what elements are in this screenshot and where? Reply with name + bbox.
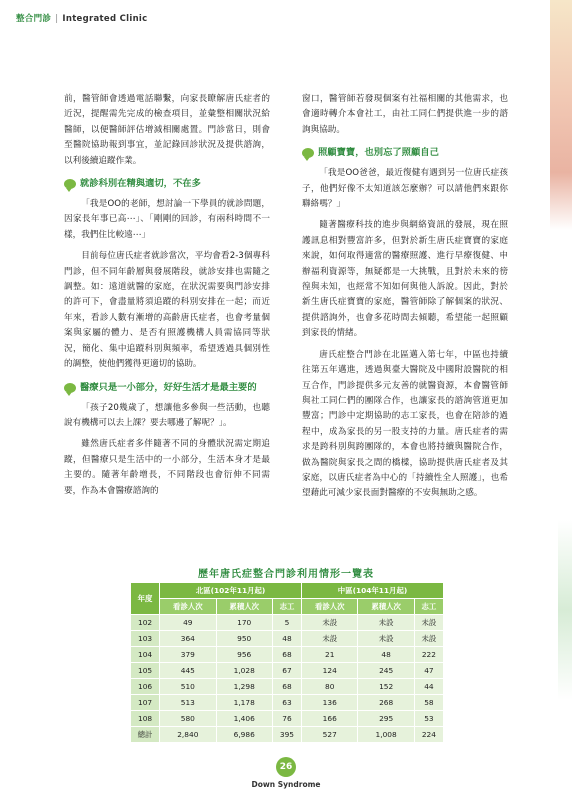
table-cell: 68 bbox=[272, 679, 301, 695]
column-header: 看診人次 bbox=[160, 599, 216, 615]
table-cell: 166 bbox=[302, 711, 358, 727]
table-title: 歷年唐氏症整合門診利用情形一覽表 bbox=[198, 569, 374, 580]
year-cell: 108 bbox=[131, 711, 160, 727]
left-column bbox=[64, 92, 270, 505]
table-cell: 63 bbox=[272, 695, 301, 711]
table-row bbox=[131, 695, 444, 711]
table-cell: 513 bbox=[160, 695, 216, 711]
footer-publication-name: Down Syndrome bbox=[251, 780, 321, 789]
table-cell: 956 bbox=[216, 647, 272, 663]
year-cell: 總計 bbox=[131, 727, 160, 743]
table-cell: 未設 bbox=[302, 615, 358, 631]
year-cell: 102 bbox=[131, 615, 160, 631]
table-row bbox=[131, 711, 444, 727]
table-row bbox=[131, 631, 444, 647]
right-column bbox=[302, 92, 508, 508]
table-cell: 1,028 bbox=[216, 663, 272, 679]
table-row bbox=[131, 663, 444, 679]
header-separator: | bbox=[55, 14, 59, 24]
table-cell: 395 bbox=[272, 727, 301, 743]
speech-bubble-icon bbox=[302, 148, 314, 158]
table-row bbox=[131, 679, 444, 695]
table-cell: 80 bbox=[302, 679, 358, 695]
table-cell: 224 bbox=[414, 727, 443, 743]
table-cell: 67 bbox=[272, 663, 301, 679]
page-number: 26 bbox=[276, 757, 296, 777]
table-cell: 364 bbox=[160, 631, 216, 647]
table-cell: 47 bbox=[414, 663, 443, 679]
table-cell: 136 bbox=[302, 695, 358, 711]
column-header: 累積人次 bbox=[358, 599, 414, 615]
north-region-header: 北區(102年11月起) bbox=[160, 583, 302, 599]
table-cell: 48 bbox=[358, 647, 414, 663]
speech-bubble-icon bbox=[64, 179, 76, 189]
year-cell: 104 bbox=[131, 647, 160, 663]
table-body bbox=[131, 615, 444, 743]
decorative-side-image-lower bbox=[558, 520, 572, 700]
table-cell: 295 bbox=[358, 711, 414, 727]
paragraph: 隨著醫療科技的進步與網絡資訊的發展，現在照護訊息相對豐富許多，但對於新生唐氏症寶寶的家庭來說，如何取得適當的醫療照護、進行早療復健、申辦福利資源等，無疑都是一大挑戰，且對於未來的徬徨與未知，也經常不知如何與他人訴說。因此，對於新生唐氏症寶寶的家庭，醫管師除了解個案的狀況、提供諮詢外，也會多花時間去傾聽，希望能一起照顧到家長的情緒。 bbox=[302, 220, 508, 339]
table-cell: 152 bbox=[358, 679, 414, 695]
decorative-side-image bbox=[550, 0, 572, 230]
quote-paragraph: 「我是OO的老師，想討論一下學員的就診問題，因家長年事已高⋯」、「剛剛的回診，有兩科時間不一樣，我們住比較遠⋯」 bbox=[64, 199, 270, 240]
table-cell: 未設 bbox=[302, 631, 358, 647]
quote-paragraph: 「孩子20幾歲了，想讓他多參與一些活動，也聽說有機構可以去上課？要去哪邊了解呢？」。 bbox=[64, 402, 270, 428]
year-cell: 107 bbox=[131, 695, 160, 711]
section-title-en: Integrated Clinic bbox=[62, 14, 148, 24]
table-cell: 1,406 bbox=[216, 711, 272, 727]
quote-paragraph: 「我是OO爸爸，最近復健有遇到另一位唐氏症孩子，他們好像不太知道該怎麼辦？可以請他們來跟你聯絡嗎？」 bbox=[302, 168, 508, 210]
table-cell: 53 bbox=[414, 711, 443, 727]
paragraph: 目前每位唐氏症者就診當次，平均會看2-3個專科門診，但不同年齡層與發展階段，就診安排也需隨之調整。如：遠道就醫的家庭，在狀況需要與門診安排的許可下，會盡量將須追蹤的科別安排在一起；而近年來，看診人數有漸增的高齡唐氏症者，也會考量個案與家屬的體力、是否有照護機構人員需協同等狀況，簡化、集中追蹤科別與頻率，希望透過具個別性的調整，使他們獲得更適切的協助。 bbox=[64, 251, 270, 370]
table-cell: 580 bbox=[160, 711, 216, 727]
year-cell: 106 bbox=[131, 679, 160, 695]
table-cell: 445 bbox=[160, 663, 216, 679]
column-header: 志工 bbox=[272, 599, 301, 615]
table-cell: 未設 bbox=[358, 615, 414, 631]
table-cell: 2,840 bbox=[160, 727, 216, 743]
subheading-text: 就診科別在精與適切，不在多 bbox=[80, 178, 201, 190]
table-cell: 245 bbox=[358, 663, 414, 679]
table-cell: 1,298 bbox=[216, 679, 272, 695]
subheading-text: 照顧寶寶，也別忘了照顧自己 bbox=[318, 147, 439, 159]
table-cell: 5 bbox=[272, 615, 301, 631]
paragraph: 雖然唐氏症者多伴隨著不同的身體狀況需定期追蹤，但醫療只是生活中的一小部分，生活本身才是最主要的。隨著年齡增長，不同階段也會衍伸不同需要，作為本會醫療諮詢的 bbox=[64, 439, 270, 496]
table-cell: 124 bbox=[302, 663, 358, 679]
column-header: 志工 bbox=[414, 599, 443, 615]
paragraph: 窗口，醫管師若發現個案有社福相關的其他需求，也會適時轉介本會社工，由社工同仁們提供進一步的諮詢與協助。 bbox=[302, 94, 508, 135]
speech-bubble-icon bbox=[64, 383, 76, 393]
table-cell: 21 bbox=[302, 647, 358, 663]
table-cell: 1,008 bbox=[358, 727, 414, 743]
column-header: 累積人次 bbox=[216, 599, 272, 615]
table-cell: 48 bbox=[272, 631, 301, 647]
paragraph: 前，醫管師會透過電話聯繫，向家長瞭解唐氏症者的近況，提醒需先完成的檢查項目，並彙整相關狀況給醫師，以便醫師評估增減相關處置。門診當日，則會至醫院協助報到事宜，並記錄回診狀況及提供諮詢，以利後續追蹤作業。 bbox=[64, 94, 270, 166]
table-cell: 44 bbox=[414, 679, 443, 695]
year-cell: 105 bbox=[131, 663, 160, 679]
subheading bbox=[64, 177, 270, 191]
table-row bbox=[131, 647, 444, 663]
table-cell: 527 bbox=[302, 727, 358, 743]
table-row bbox=[131, 615, 444, 631]
table-cell: 510 bbox=[160, 679, 216, 695]
table-cell: 222 bbox=[414, 647, 443, 663]
year-cell: 103 bbox=[131, 631, 160, 647]
section-title-zh: 整合門診 bbox=[16, 14, 52, 24]
subheading-text: 醫療只是一小部分，好好生活才是最主要的 bbox=[80, 381, 257, 393]
table-cell: 379 bbox=[160, 647, 216, 663]
table-cell: 6,986 bbox=[216, 727, 272, 743]
subheading bbox=[64, 381, 270, 395]
table-row bbox=[131, 727, 444, 743]
table-cell: 268 bbox=[358, 695, 414, 711]
table-cell: 76 bbox=[272, 711, 301, 727]
table-cell: 未設 bbox=[414, 631, 443, 647]
column-header: 看診人次 bbox=[302, 599, 358, 615]
central-region-header: 中區(104年11月起) bbox=[302, 583, 444, 599]
paragraph: 唐氏症整合門診在北區邁入第七年，中區也持續往第五年邁進，透過與臺大醫院及中國附設醫院的相互合作，門診提供多元友善的就醫資源，本會醫管師與社工同仁們的團隊合作，也讓家長的諮詢管道更加豐富；門診中定期協助的志工家長，也會在陪診的過程中，成為家長的另一股支持的力量。唐氏症者的需求是跨科別與跨團隊的，本會也將持續與醫院合作，做為醫院與家長之間的橋樑，協助提供唐氏症者及其家庭，以唐氏症者為中心的「持續性全人照護」，也希望藉此可減少家長面對醫療的不安與無助之感。 bbox=[302, 349, 508, 499]
table-cell: 未設 bbox=[358, 631, 414, 647]
table-cell: 950 bbox=[216, 631, 272, 647]
section-header bbox=[16, 12, 147, 24]
subheading bbox=[302, 146, 508, 160]
table-cell: 58 bbox=[414, 695, 443, 711]
year-header: 年度 bbox=[131, 583, 160, 615]
clinic-usage-table bbox=[130, 582, 444, 743]
table-cell: 68 bbox=[272, 647, 301, 663]
table-cell: 170 bbox=[216, 615, 272, 631]
table-cell: 未設 bbox=[414, 615, 443, 631]
table-cell: 49 bbox=[160, 615, 216, 631]
table-cell: 1,178 bbox=[216, 695, 272, 711]
